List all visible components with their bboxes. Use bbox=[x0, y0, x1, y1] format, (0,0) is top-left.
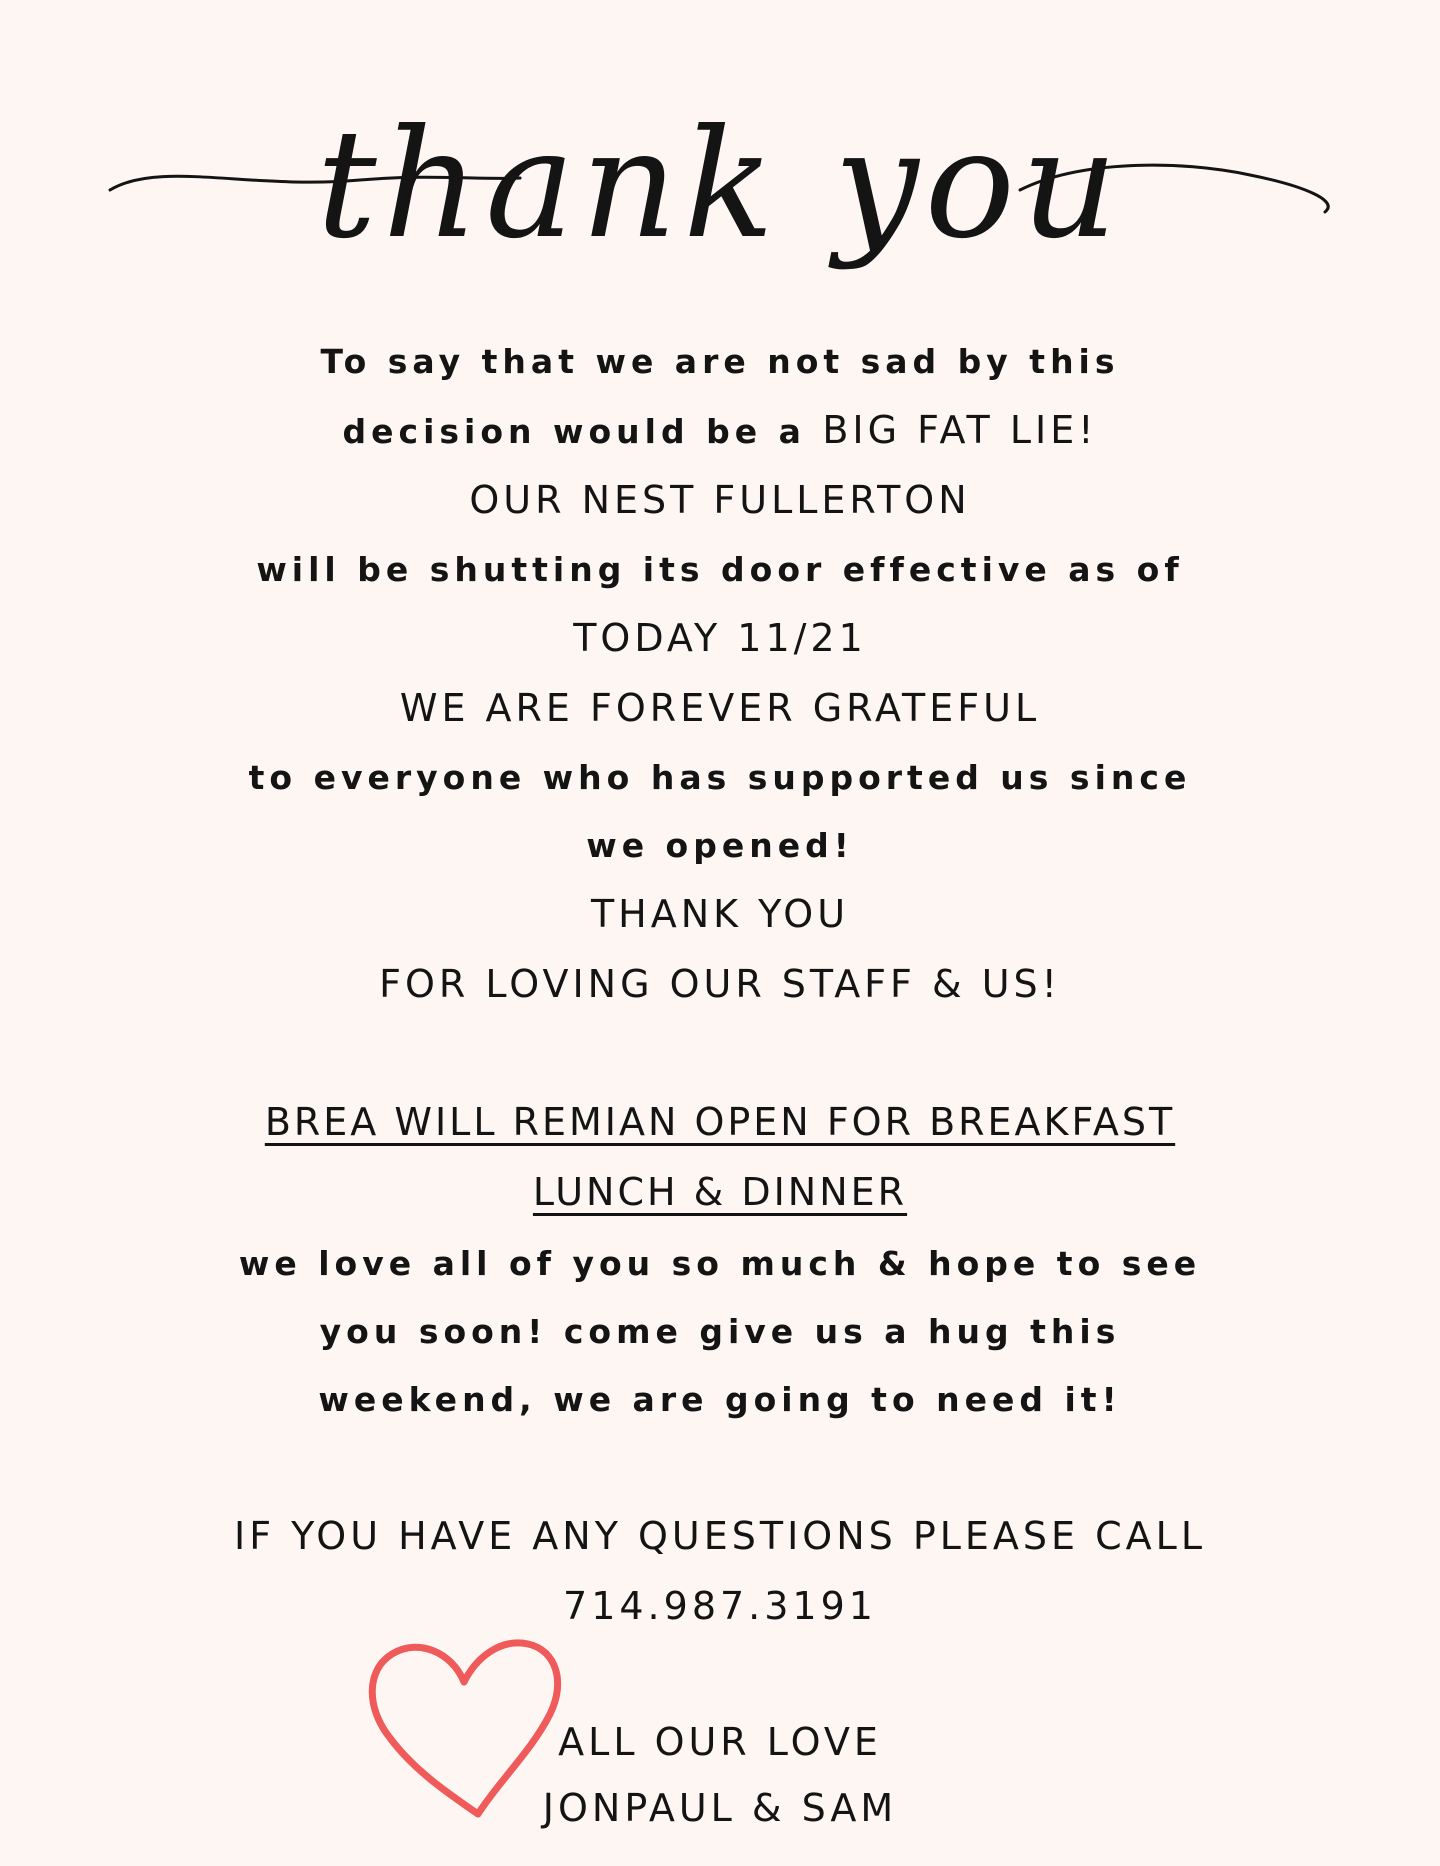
brea-notice-line bbox=[0, 1100, 1440, 1144]
emphasis-text: BIG FAT LIE! bbox=[822, 408, 1098, 452]
body-line-mixed bbox=[0, 408, 1440, 452]
underlined-text: BREA WILL REMIAN OPEN FOR BREAKFAST bbox=[264, 1100, 1176, 1144]
body-line: we love all of you so much & hope to see bbox=[238, 1244, 1202, 1283]
heading-line: WE ARE FOREVER GRATEFUL bbox=[399, 686, 1041, 730]
heading-line: FOR LOVING OUR STAFF & US! bbox=[379, 962, 1061, 1006]
phone-number[interactable]: 714.987.3191 bbox=[563, 1584, 877, 1628]
signature-line: JONPAUL & SAM bbox=[542, 1786, 898, 1830]
body-line: To say that we are not sad by this bbox=[320, 342, 1120, 381]
body-line: weekend, we are going to need it! bbox=[318, 1380, 1122, 1419]
contact-line: IF YOU HAVE ANY QUESTIONS PLEASE CALL bbox=[234, 1514, 1206, 1558]
body-line: we opened! bbox=[586, 826, 854, 865]
date-line: TODAY 11/21 bbox=[573, 616, 867, 660]
page-title: thank you bbox=[316, 98, 1124, 272]
underlined-text: LUNCH & DINNER bbox=[532, 1170, 908, 1214]
brea-notice-line bbox=[0, 1170, 1440, 1214]
signoff-line: ALL OUR LOVE bbox=[558, 1720, 882, 1764]
body-line: will be shutting its door effective as of bbox=[256, 550, 1184, 589]
heading-line: OUR NEST FULLERTON bbox=[469, 478, 971, 522]
heading-line: THANK YOU bbox=[590, 892, 850, 936]
title-block bbox=[0, 40, 1440, 340]
body-line: to everyone who has supported us since bbox=[248, 758, 1192, 797]
body-line: you soon! come give us a hug this bbox=[319, 1312, 1121, 1351]
body-text: decision would be a bbox=[342, 412, 823, 451]
